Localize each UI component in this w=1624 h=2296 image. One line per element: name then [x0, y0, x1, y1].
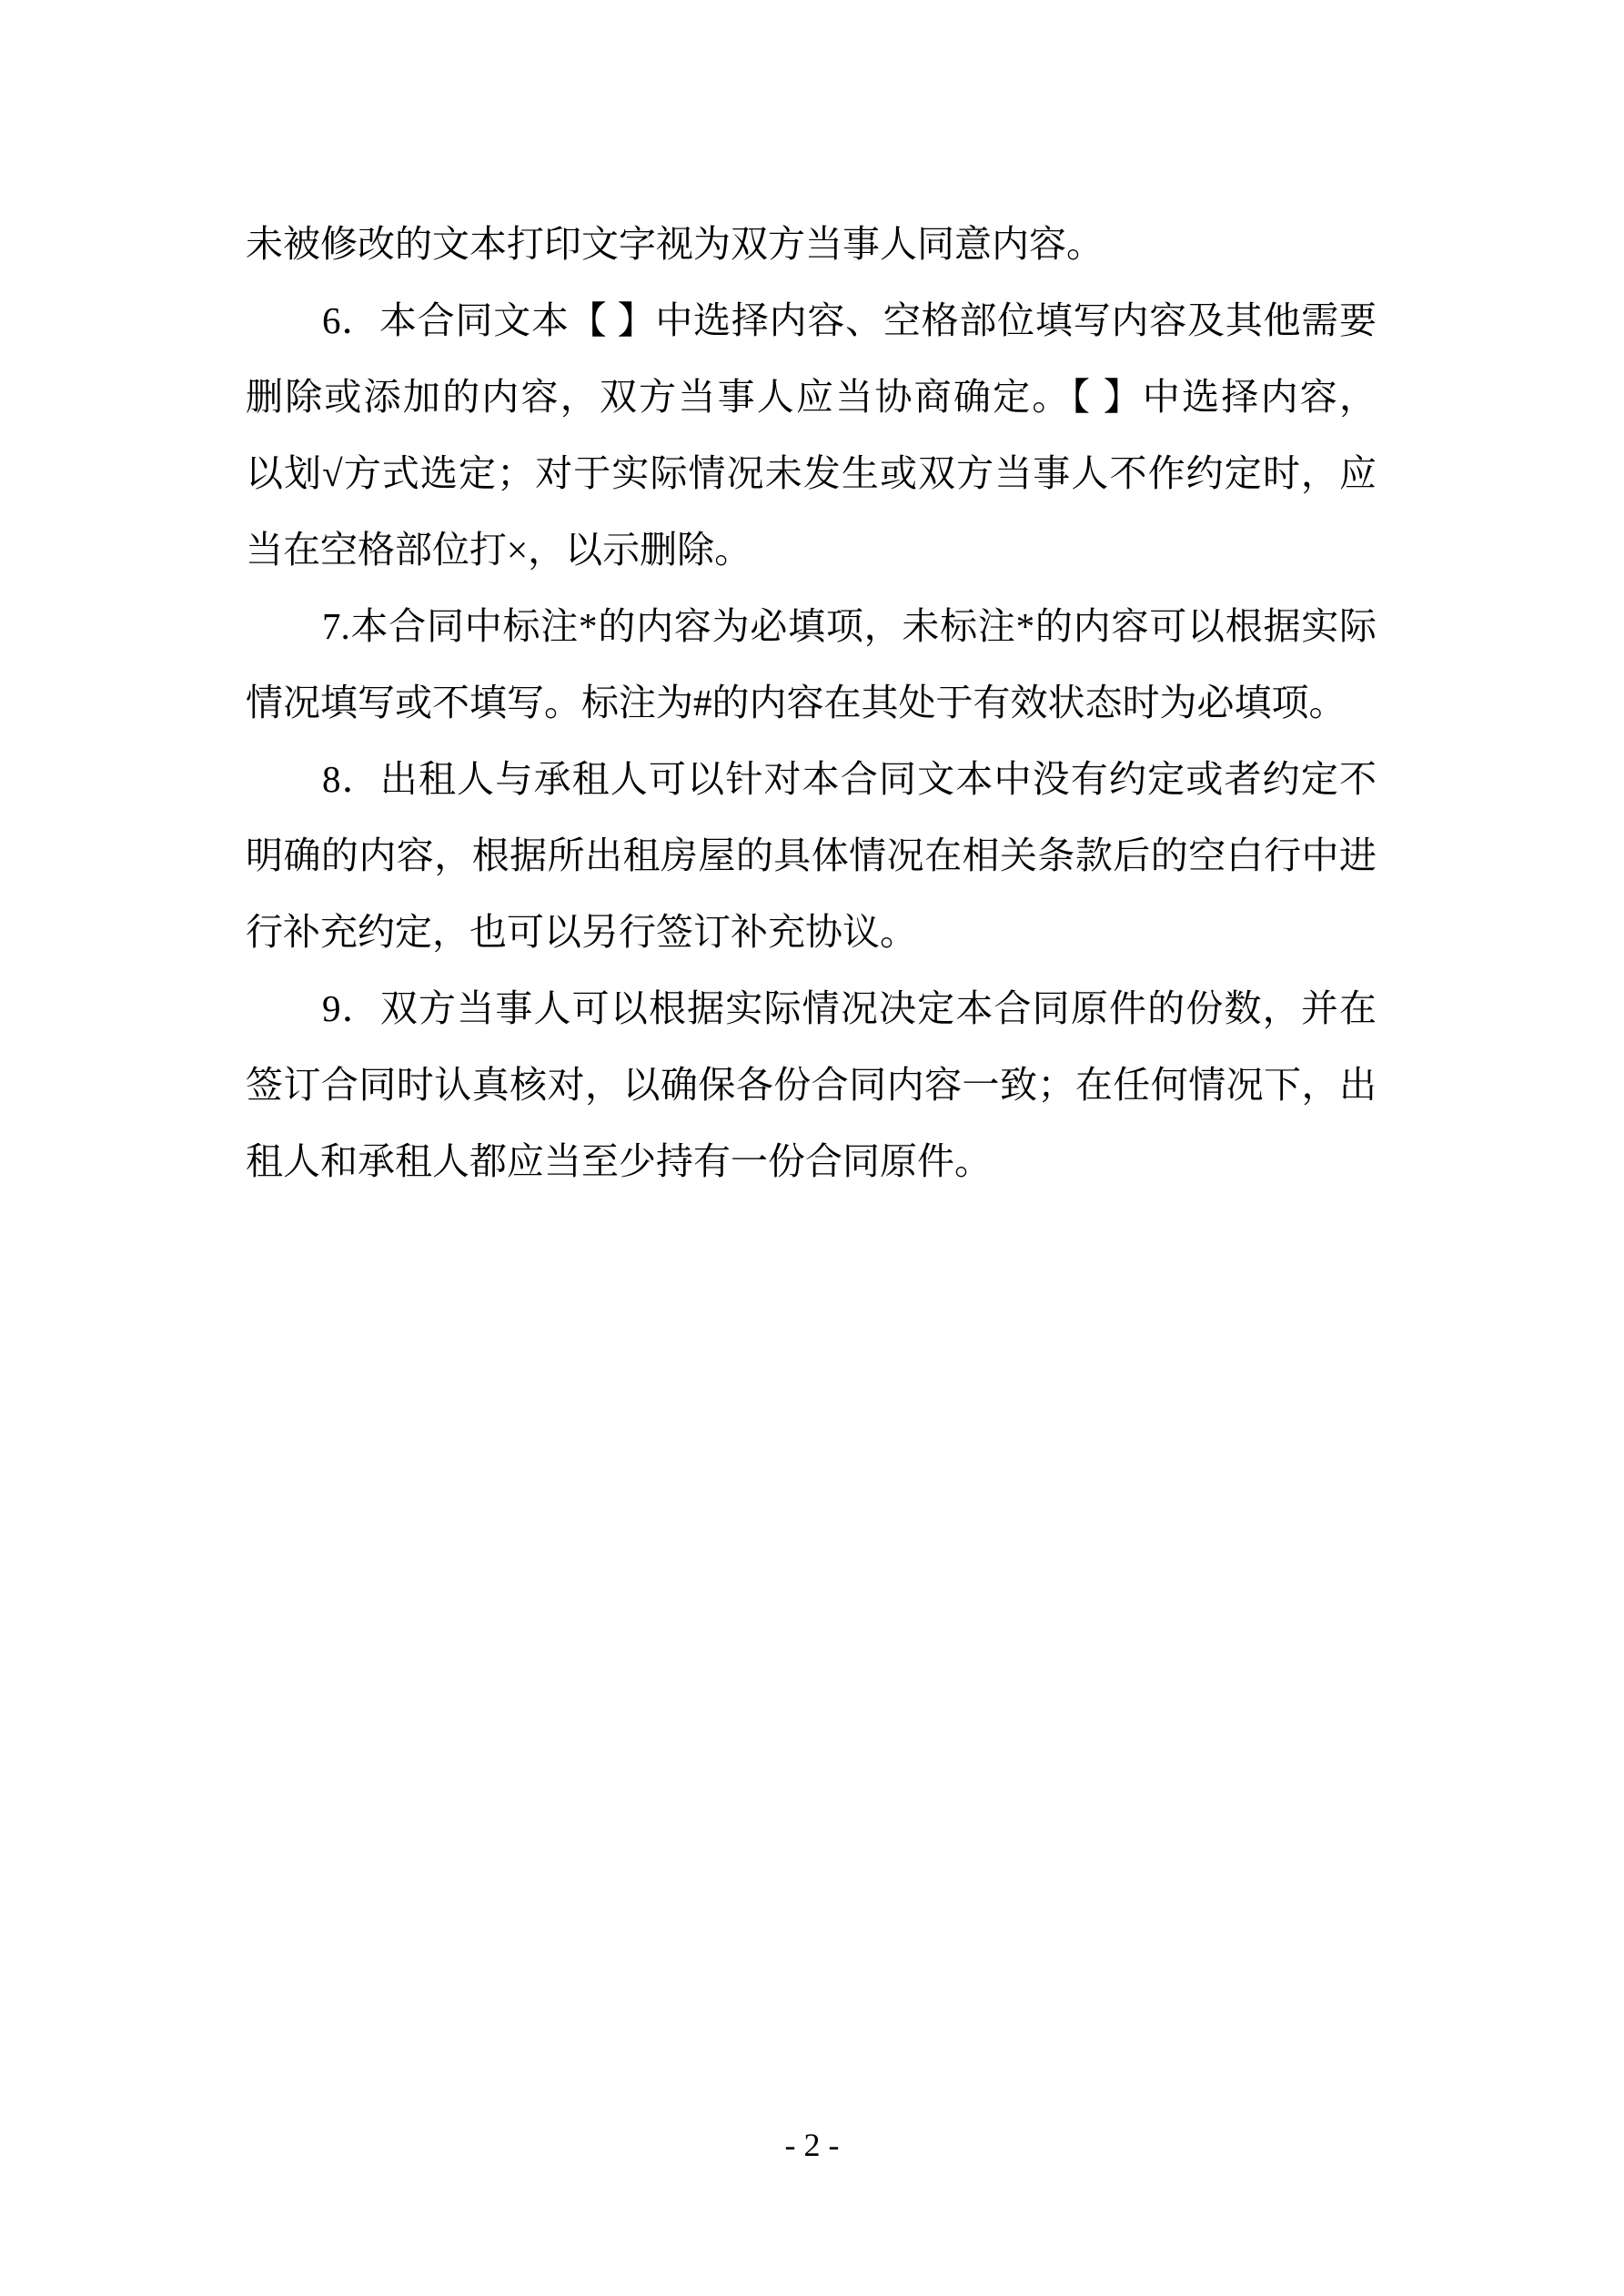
text-line: 签订合同时认真核对，以确保各份合同内容一致；在任何情况下，出 [246, 1064, 1377, 1106]
text-line: 行补充约定，也可以另行签订补充协议。 [246, 911, 917, 953]
text-line: 明确的内容，根据所出租房屋的具体情况在相关条款后的空白行中进 [246, 834, 1377, 876]
text-line: 7.本合同中标注*的内容为必填项，未标注*的内容可以根据实际 [322, 605, 1377, 647]
text-line: 以划√方式选定；对于实际情况未发生或双方当事人不作约定时，应 [246, 452, 1377, 494]
text-line: 当在空格部位打×，以示删除。 [246, 529, 752, 571]
text-line: 未被修改的文本打印文字视为双方当事人同意内容。 [246, 223, 1104, 265]
page-number: - 2 - [784, 2127, 840, 2163]
text-line: 9．双方当事人可以根据实际情况决定本合同原件的份数，并在 [322, 987, 1377, 1029]
text-line: 租人和承租人都应当至少持有一份合同原件。 [246, 1140, 992, 1182]
text-line: 8．出租人与承租人可以针对本合同文本中没有约定或者约定不 [322, 758, 1377, 800]
contract-text-block [246, 206, 1377, 1199]
text-line: 情况填写或不填写。标注为#的内容在其处于有效状态时为必填项。 [246, 682, 1347, 723]
text-line: 删除或添加的内容，双方当事人应当协商确定。【 】中选择内容， [246, 376, 1377, 418]
text-line: 6．本合同文本【 】中选择内容、空格部位填写内容及其他需要 [322, 299, 1377, 341]
